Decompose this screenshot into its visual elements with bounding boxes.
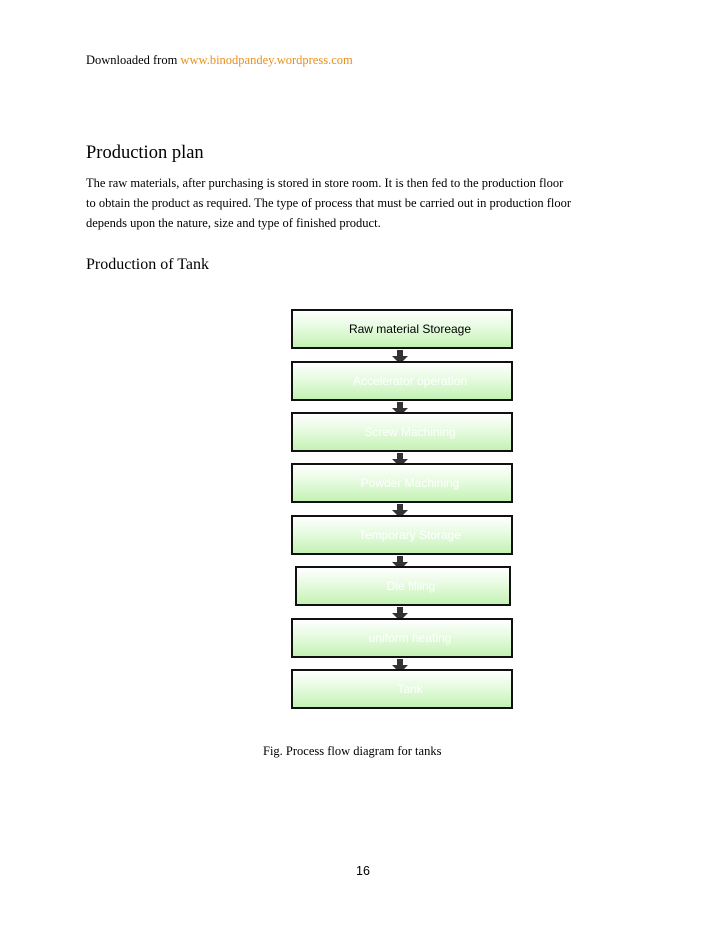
section-title: Production plan: [86, 143, 204, 163]
flow-step-accelerator-operation: Accelerator operation: [291, 361, 513, 401]
paragraph-line: to obtain the product as required. The type of process that must be carried out in production floor: [86, 196, 572, 210]
production-plan-paragraph: [86, 173, 651, 233]
subsection-title: Production of Tank: [86, 256, 210, 273]
flow-step-temporary-storage: Temporary Storage: [291, 515, 513, 555]
flow-step-die-filling: Die filling: [295, 566, 511, 606]
paragraph-line: depends upon the nature, size and type of finished product.: [86, 216, 381, 230]
page-number: 16: [356, 864, 370, 878]
page-header: [86, 53, 353, 68]
flow-step-tank: Tank: [291, 669, 513, 709]
figure-caption: Fig. Process flow diagram for tanks: [263, 744, 442, 758]
process-flow-diagram: [291, 309, 515, 719]
flow-step-uniform-heating: uniform heating: [291, 618, 513, 658]
flow-step-powder-machining: Powder Machining: [291, 463, 513, 503]
paragraph-line: The raw materials, after purchasing is stored in store room. It is then fed to the production floor: [86, 176, 564, 190]
header-prefix: Downloaded from: [86, 53, 178, 67]
flow-step-raw-material-storage: Raw material Storeage: [291, 309, 513, 349]
flow-step-screw-machining: Screw Machining: [291, 412, 513, 452]
source-link[interactable]: www.binodpandey.wordpress.com: [180, 53, 353, 67]
